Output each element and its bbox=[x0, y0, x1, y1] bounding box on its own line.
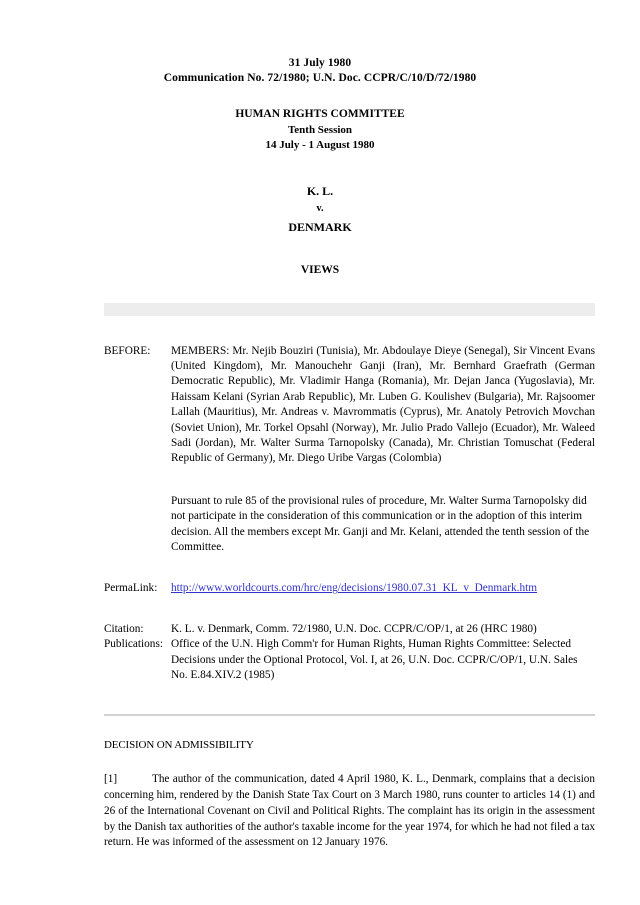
permalink-label: PermaLink: bbox=[104, 582, 158, 595]
grey-separator-bar bbox=[104, 303, 595, 316]
citation-section bbox=[0, 622, 640, 684]
committee-name: HUMAN RIGHTS COMMITTEE bbox=[235, 108, 405, 120]
case-versus: v. bbox=[316, 202, 324, 214]
decision-heading: DECISION ON ADMISSIBILITY bbox=[104, 739, 254, 752]
masthead bbox=[0, 0, 640, 86]
permalink-value bbox=[171, 581, 595, 596]
committee-session-dates: 14 July - 1 August 1980 bbox=[265, 139, 375, 151]
case-caption bbox=[0, 182, 640, 236]
before-row bbox=[104, 344, 595, 467]
case-party-applicant: K. L. bbox=[306, 183, 334, 198]
members-list: MEMBERS: Mr. Nejib Bouziri (Tunisia), Mr. Abdoulaye Dieye (Senegal), Sir Vincent Evans (United Kingdom), Mr. Manouchehr Ganji (Iran), Mr. Bernhard Graefrath (German Democratic Republic), Mr. Vladimir Hanga (Romania), Mr. Dejan Janca (Yugoslavia), Mr. Haissam Kelani (Syrian Arab Republic), Mr. Luben G. Koulishev (Bulgaria), Mr. Rajsoomer Lallah (Mauritius), Mr. Andreas v. Mavrommatis (Cyprus), Mr. Anatoly Petrovich Movchan (Soviet Union), Mr. Torkel Opsahl (Norway), Mr. Julio Prado Vallejo (Ecuador), Mr. Waleed Sadi (Jordan), Mr. Walter Surma Tarnopolsky (Canada), Mr. Christian Tomuschat (Federal Republic of Germany), Mr. Diego Uribe Vargas (Colombia) bbox=[171, 344, 595, 465]
publications-label: Publications: bbox=[104, 638, 163, 651]
case-party-respondent: DENMARK bbox=[288, 219, 352, 234]
publications-row bbox=[104, 637, 595, 683]
rule-85-note: Pursuant to rule 85 of the provisional rules of procedure, Mr. Walter Surma Tarnopolsky did not participate in the consideration of this communication or in the adoption of this interim decision. All the members except Mr. Ganji and Mr. Kelani, attended the tenth session of the Committee. bbox=[171, 494, 590, 553]
communication-number: Communication No. 72/1980; U.N. Doc. CCPR/C/10/D/72/1980 bbox=[163, 72, 477, 84]
before-label: BEFORE: bbox=[104, 344, 151, 357]
document-type-heading: VIEWS bbox=[300, 263, 340, 276]
metadata-section bbox=[0, 344, 640, 467]
section-divider bbox=[104, 714, 595, 716]
citation-label: Citation: bbox=[104, 622, 144, 635]
permalink-section bbox=[0, 581, 640, 596]
citation-row bbox=[104, 622, 595, 637]
paragraph-number: [1] bbox=[104, 773, 118, 786]
citation-value: K. L. v. Denmark, Comm. 72/1980, U.N. Doc. CCPR/C/OP/1, at 26 (HRC 1980) bbox=[171, 622, 537, 635]
publications-value: Office of the U.N. High Comm'r for Human Rights, Human Rights Committee: Selected Decisions under the Optional Protocol, Vol. I, at 26, U.N. Doc. CCPR/C/OP/1, U.N. Sales No. E.84.XIV.2 (1985) bbox=[171, 638, 578, 681]
paragraph-text: The author of the communication, dated 4 April 1980, K. L., Denmark, complains that a decision concerning him, rendered by the Danish State Tax Court on 3 March 1980, runs counter to articles 14 (1) and 26 of the International Covenant on Civil and Political Rights. The complaint has its origin in the assessment by the Danish tax authorities of the author's taxable income for the year 1974, for which he had not filed a tax return. He was informed of the assessment on 12 January 1976. bbox=[104, 773, 596, 849]
committee-block bbox=[0, 107, 640, 154]
committee-session: Tenth Session bbox=[287, 123, 353, 136]
permalink-link[interactable]: http://www.worldcourts.com/hrc/eng/decisions/1980.07.31_KL_v_Denmark.htm bbox=[171, 582, 538, 595]
permalink-row bbox=[104, 581, 595, 596]
decision-paragraph bbox=[0, 772, 640, 851]
document-date: 31 July 1980 bbox=[288, 57, 352, 69]
